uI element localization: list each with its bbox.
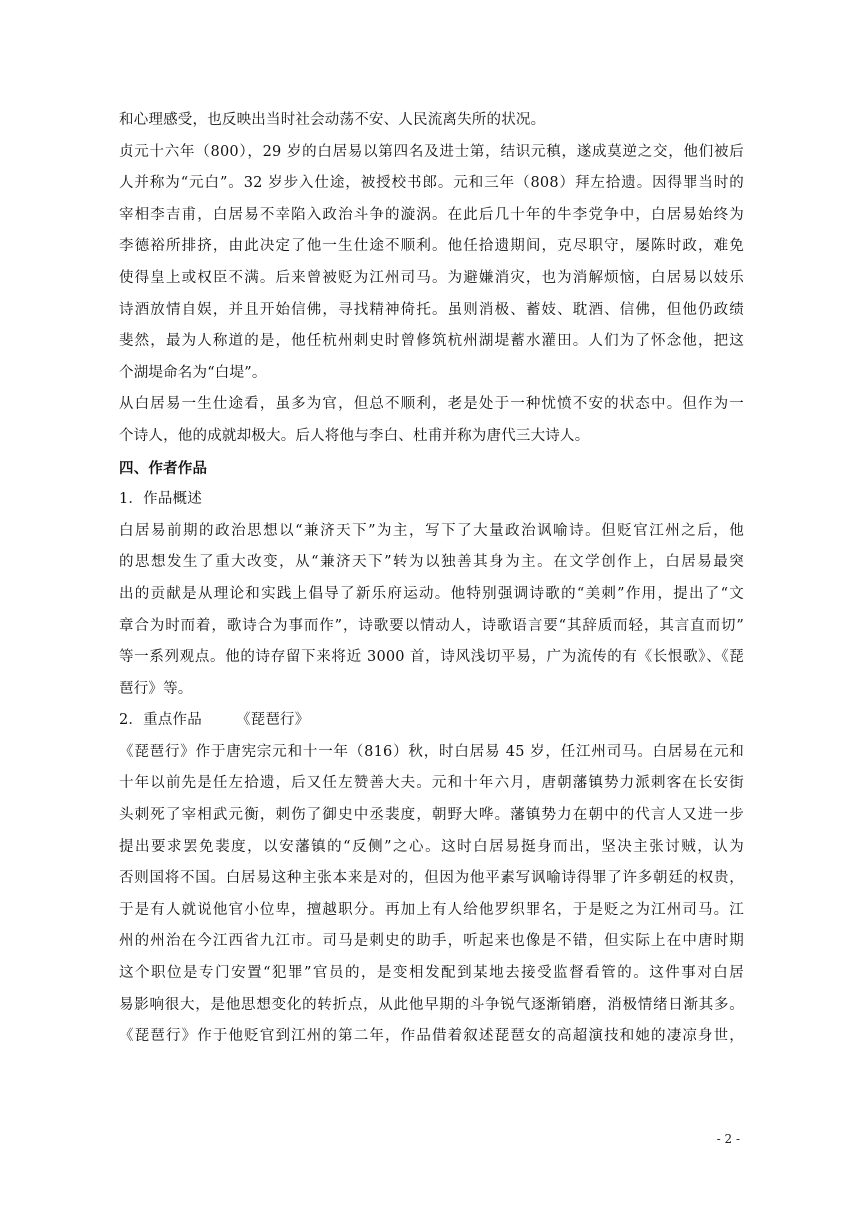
paragraph-line: 易影响很大，是他思想变化的转折点，从此他早期的斗争锐气逐渐销磨，消极情绪日渐其多。 <box>119 996 744 1013</box>
paragraph-line: 白居易前期的政治思想以“兼济天下”为主，写下了大量政治讽喻诗。但贬官江州之后，他 <box>119 522 744 539</box>
paragraph-line: 琶行》等。 <box>119 680 193 697</box>
subsection-heading: 1．作品概述 <box>119 491 202 508</box>
paragraph-line: 章合为时而着，歌诗合为事而作”，诗歌要以情动人，诗歌语言要“其辞质而轻，其言直而切” <box>119 617 744 634</box>
section-heading: 四、作者作品 <box>119 459 208 477</box>
paragraph-line: 和心理感受，也反映出当时社会动荡不安、人民流离失所的状况。 <box>119 112 546 128</box>
paragraph-line: 使得皇上或权臣不满。后来曾被贬为江州司马。为避嫌消灾，也为消解烦恼，白居易以妓乐 <box>119 269 744 286</box>
paragraph-line: 这个职位是专门安置“犯罪”官员的，是变相发配到某地去接受监督看管的。这件事对白居 <box>119 965 744 982</box>
page-number: - 2 - <box>716 1132 740 1146</box>
subsection-heading <box>119 705 744 737</box>
paragraph-line: 州的州治在今江西省九江市。司马是刺史的助手，听起来也像是不错，但实际上在中唐时期 <box>119 933 744 950</box>
subsection-number-title: 2．重点作品 <box>119 712 202 729</box>
paragraph-line: 否则国将不国。白居易这种主张本来是对的，但因为他平素写讽喻诗得罪了许多朝廷的权贵， <box>119 870 744 887</box>
paragraph-line: 个湖堤命名为“白堤”。 <box>119 364 267 381</box>
paragraph-line: 十年以前先是任左拾遗，后又任左赞善大夫。元和十年六月，唐朝藩镇势力派刺客在长安街 <box>119 775 744 792</box>
paragraph-line: 李德裕所排挤，由此决定了他一生仕途不顺利。他任拾遗期间，克尽职守，屡陈时政，难免 <box>119 238 744 255</box>
paragraph-line: 出的贡献是从理论和实践上倡导了新乐府运动。他特别强调诗歌的“美刺”作用，提出了“文 <box>119 585 744 602</box>
paragraph-line: 诗酒放情自娱，并且开始信佛，寻找精神倚托。虽则消极、蓄妓、耽酒、信佛，但他仍政绩 <box>119 301 744 318</box>
paragraph-line: 于是有人就说他官小位卑，擅越职分。再加上有人给他罗织罪名，于是贬之为江州司马。江 <box>119 901 744 918</box>
paragraph-line: 等一系列观点。他的诗存留下来将近 3000 首，诗风浅切平易，广为流传的有《长恨歌》、《琵 <box>119 649 744 666</box>
featured-work-title: 《琵琶行》 <box>235 712 310 729</box>
paragraph-line: 人并称为“元白”。32 岁步入仕途，被授校书郎。元和三年（808）拜左拾遗。因得罪当时的 <box>119 175 744 192</box>
paragraph-line: 提出要求罢免裴度，以安藩镇的“反侧”之心。这时白居易挺身而出，坚决主张讨贼，认为 <box>119 838 744 855</box>
paragraph-line: 头刺死了宰相武元衡，刺伤了御史中丞裴度，朝野大哗。藩镇势力在朝中的代言人又进一步 <box>119 807 744 824</box>
paragraph-line: 个诗人，他的成就却极大。后人将他与李白、杜甫并称为唐代三大诗人。 <box>119 427 590 444</box>
page-content <box>119 105 744 1053</box>
paragraph-line: 《琵琶行》作于他贬官到江州的第二年，作品借着叙述琵琶女的高超演技和她的凄凉身世， <box>119 1028 744 1045</box>
paragraph-line: 从白居易一生仕途看，虽多为官，但总不顺利，老是处于一种忧愤不安的状态中。但作为一 <box>119 396 744 413</box>
paragraph-line: 斐然，最为人称道的是，他任杭州刺史时曾修筑杭州湖堤蓄水灌田。人们为了怀念他，把这 <box>119 333 744 350</box>
paragraph-line: 宰相李吉甫，白居易不幸陷入政治斗争的漩涡。在此后几十年的牛李党争中，白居易始终为 <box>119 206 744 223</box>
paragraph-line: 《琵琶行》作于唐宪宗元和十一年（816）秋，时白居易 45 岁，任江州司马。白居易在元和 <box>119 743 744 760</box>
paragraph-line: 的思想发生了重大改变，从“兼济天下”转为以独善其身为主。在文学创作上，白居易最突 <box>119 554 744 571</box>
paragraph-line: 贞元十六年（800），29 岁的白居易以第四名及进士第，结识元稹，遂成莫逆之交，他们被后 <box>119 143 744 160</box>
